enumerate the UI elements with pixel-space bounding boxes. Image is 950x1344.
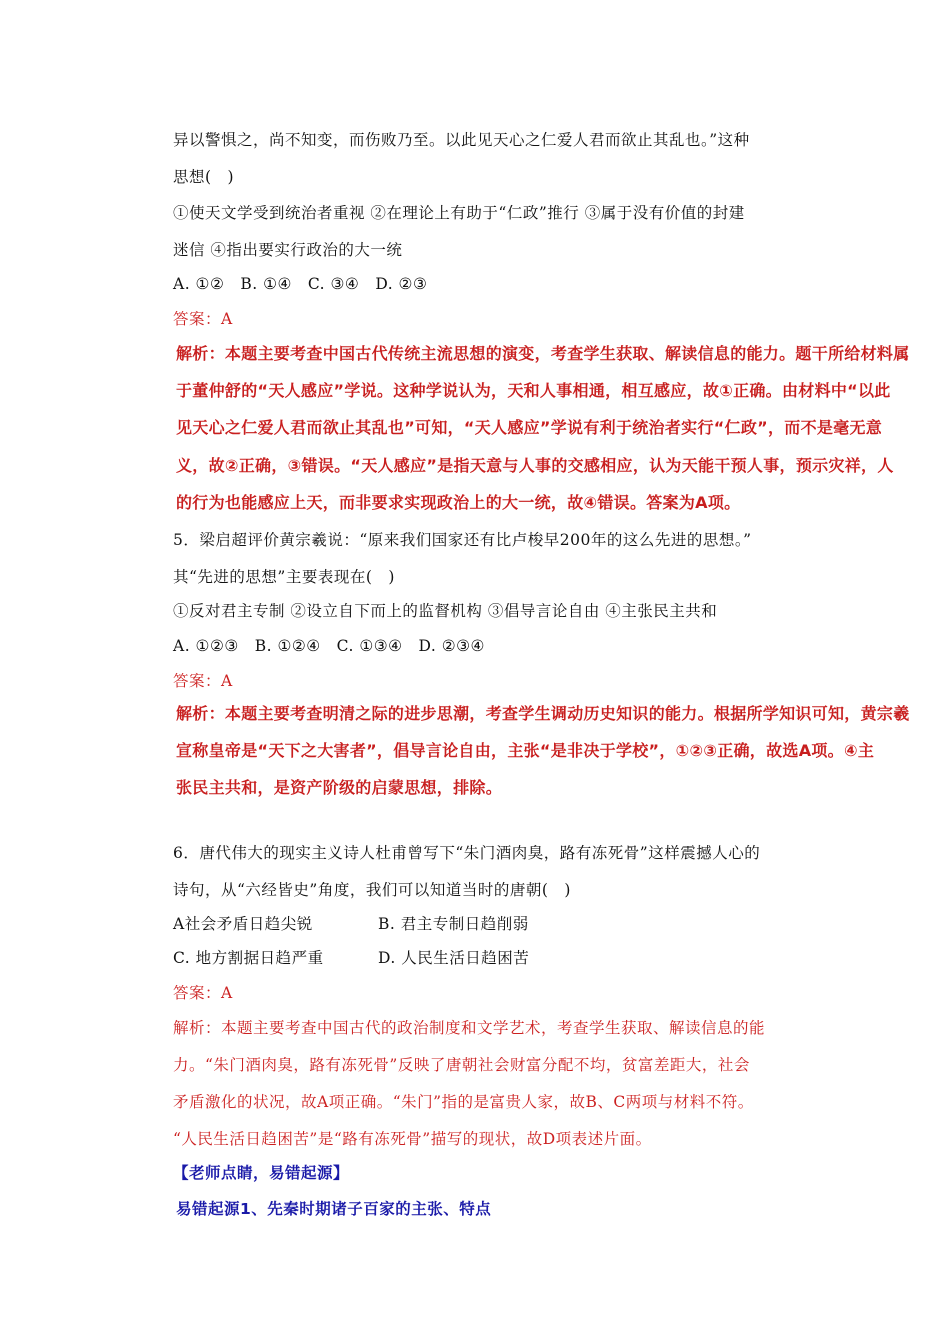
q6-option-d: D. 人民生活日趋困苦 (378, 949, 530, 967)
q4-analysis-line: 于董仲舒的“天人感应”学说。这种学说认为，天和人事相通，相互感应，故①正确。由材料中“以此 (176, 381, 891, 400)
q5-analysis-line: 张民主共和，是资产阶级的启蒙思想，排除。 (176, 778, 503, 797)
q6-analysis-line: 解析：本题主要考查中国古代的政治制度和文学艺术，考查学生获取、解读信息的能 (173, 1019, 766, 1037)
q6-answer: 答案：A (173, 984, 233, 1002)
q5-statements: ①反对君主专制 ②设立自下而上的监督机构 ③倡导言论自由 ④主张民主共和 (173, 602, 718, 620)
q4-analysis-line: 的行为也能感应上天，而非要求实现政治上的大一统，故④错误。答案为A项。 (176, 493, 741, 512)
q6-analysis-line: 矛盾激化的状况，故A项正确。“朱门”指的是富贵人家，故B、C两项与材料不符。 (173, 1093, 754, 1111)
q4-answer: 答案：A (173, 310, 233, 328)
q6-option-a: A社会矛盾日趋尖锐 (173, 915, 313, 933)
q4-stem-line-1: 异以警惧之，尚不知变，而伤败乃至。以此见天心之仁爱人君而欲止其乱也。”这种 (173, 131, 750, 149)
q5-analysis-line: 解析：本题主要考查明清之际的进步思潮，考查学生调动历史知识的能力。根据所学知识可知，黄宗羲 (176, 704, 910, 723)
q5-analysis-line: 宣称皇帝是“天下之大害者”，倡导言论自由，主张“是非决于学校”，①②③正确，故选A项。④主 (176, 741, 875, 760)
q5-options: A. ①②③ B. ①②④ C. ①③④ D. ②③④ (173, 637, 485, 655)
q4-statements-line-2: 迷信 ④指出要实行政治的大一统 (173, 241, 403, 259)
q6-options-row-1 (173, 912, 529, 934)
q6-stem-line-1: 6．唐代伟大的现实主义诗人杜甫曾写下“朱门酒肉臭，路有冻死骨”这样震撼人心的 (173, 844, 761, 862)
section-title: 【老师点睛，易错起源】 (173, 1164, 350, 1182)
q4-stem-line-2: 思想( ) (173, 168, 235, 186)
q4-options: A. ①② B. ①④ C. ③④ D. ②③ (173, 275, 428, 293)
q4-analysis-line: 见天心之仁爱人君而欲止其乱也”可知，“天人感应”学说有利于统治者实行“仁政”，而不是毫无意 (176, 418, 883, 437)
q5-answer: 答案：A (173, 672, 233, 690)
q6-option-b: B. 君主专制日趋削弱 (378, 915, 529, 933)
q6-option-c: C. 地方割据日趋严重 (173, 949, 324, 967)
q6-stem-line-2: 诗句，从“六经皆史”角度，我们可以知道当时的唐朝( ) (173, 881, 571, 899)
q4-analysis-line: 解析：本题主要考查中国古代传统主流思想的演变，考查学生获取、解读信息的能力。题干所给材料属 (176, 344, 910, 363)
q6-analysis-line: “人民生活日趋困苦”是“路有冻死骨”描写的现状，故D项表述片面。 (173, 1130, 652, 1148)
q5-stem-line-1: 5．梁启超评价黄宗羲说：“原来我们国家还有比卢梭早200年的这么先进的思想。” (173, 531, 752, 549)
q5-stem-line-2: 其“先进的思想”主要表现在( ) (173, 568, 395, 586)
q6-options-row-2 (173, 946, 529, 968)
subsection-title: 易错起源1、先秦时期诸子百家的主张、特点 (176, 1200, 492, 1218)
q4-analysis-line: 义，故②正确，③错误。“天人感应”是指天意与人事的交感相应，认为天能干预人事，预示灾祥，人 (176, 456, 894, 475)
q6-analysis-line: 力。“朱门酒肉臭，路有冻死骨”反映了唐朝社会财富分配不均，贫富差距大，社会 (173, 1056, 750, 1074)
q4-statements-line-1: ①使天文学受到统治者重视 ②在理论上有助于“仁政”推行 ③属于没有价值的封建 (173, 204, 745, 222)
